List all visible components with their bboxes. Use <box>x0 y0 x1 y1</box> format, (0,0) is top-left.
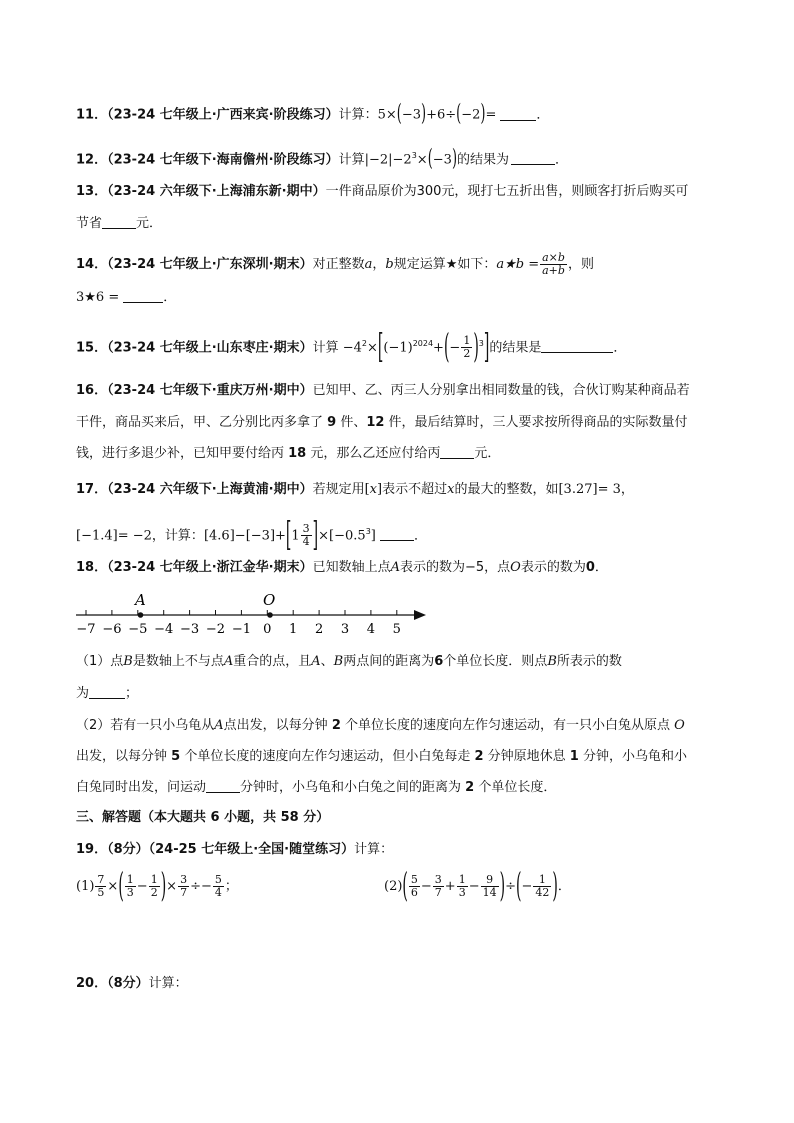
math-expr: × <box>107 879 119 894</box>
question-text: 、 <box>320 654 334 669</box>
answer-blank[interactable] <box>206 778 240 793</box>
fraction <box>95 874 106 899</box>
point-A-dot <box>138 612 144 618</box>
question-18-part2-cont <box>76 747 687 767</box>
question-text: （1）点 <box>76 654 124 669</box>
question-text: 的结果是 <box>489 340 542 356</box>
math-expr: + <box>275 528 286 544</box>
math-expr: ÷ <box>190 879 201 894</box>
denominator: a+b <box>542 264 565 277</box>
math-expr: 3.27 <box>563 482 593 497</box>
question-text: 一件商品原价为300元，现打七五折出售，则顾客打折后购买可 <box>325 184 689 199</box>
denominator: 42 <box>535 886 550 899</box>
question-15: 15．（23-24 七年级上·山东枣庄·期末）计算 $-4^2\times[(-1)^{2024}+(-$ $\frac{1}{2}$ )$^3$]的结果是 ． <box>76 328 627 368</box>
point-A-label: A <box>135 591 146 609</box>
var-b: b <box>385 257 394 272</box>
question-text: 所表示的数 <box>556 654 622 669</box>
var-O: O <box>674 718 685 733</box>
question-text: 白兔同时出发，问运动 <box>76 780 207 795</box>
point-O-label: O <box>263 591 276 609</box>
fraction <box>125 874 136 899</box>
question-source: （23-24 七年级下·重庆万州·期中） <box>107 383 313 398</box>
math-expr: +6÷ <box>426 107 457 123</box>
denominator: 7 <box>180 886 188 899</box>
punct: ， <box>372 257 386 272</box>
math-expr: 4.6 <box>209 528 230 544</box>
question-text: 计算： <box>338 107 378 123</box>
var-B: B <box>123 654 133 669</box>
number: 12 <box>366 415 385 430</box>
math-expr: a★b = <box>496 257 540 272</box>
math-expr: = 3， <box>597 482 634 497</box>
math-expr: = −2，计算： <box>117 528 204 544</box>
number: 2 <box>474 749 484 764</box>
math-expr: |−2|−2 <box>364 152 412 168</box>
punct: ． <box>163 290 177 305</box>
section-heading <box>76 808 329 828</box>
number: 2 <box>331 718 341 733</box>
tick-label: −5 <box>128 622 148 637</box>
question-text: 元． <box>136 216 163 231</box>
tick-label: 5 <box>392 622 401 637</box>
number: 5 <box>171 749 181 764</box>
question-text: 重合的点，且 <box>233 654 312 669</box>
punct: ． <box>555 152 569 168</box>
punct: ． <box>414 528 428 544</box>
question-source: （23-24 七年级上·浙江金华·期末） <box>107 560 313 575</box>
question-number: 12． <box>76 152 108 168</box>
question-18 <box>76 558 608 578</box>
question-13-cont <box>76 214 162 234</box>
question-text: 元，那么乙还应付给丙 <box>306 446 441 461</box>
question-text: 件、 <box>336 415 367 430</box>
question-text: 表示的数为 <box>520 560 586 575</box>
question-text: 元． <box>474 446 501 461</box>
math-expr: × <box>367 340 378 356</box>
question-text: 表示的数为−5，点 <box>399 560 511 575</box>
fraction <box>457 874 468 899</box>
numerator: 5 <box>214 873 222 886</box>
question-18-part2-cont2 <box>76 778 556 798</box>
math-expr: 5× <box>377 107 397 123</box>
numerator: 3 <box>180 873 188 886</box>
question-17: 17．（23-24 六年级下·上海黄浦·期中）若规定用[x]表示不超过x的最大的整数，如[3.27]= 3， <box>76 482 634 497</box>
number: 0 <box>585 560 595 575</box>
question-text: 计算 <box>312 340 339 356</box>
numerator: 3 <box>302 522 310 536</box>
number: 18 <box>288 446 307 461</box>
question-16-cont <box>76 413 688 433</box>
punct: ． <box>594 560 608 575</box>
question-17-cont: [−1.4]= −2，计算：[4.6]−[−3]+[1 $\frac{3}{4}$ ]$\times[-0.5^3]$ ． <box>76 516 428 556</box>
math-expr: × <box>166 879 178 894</box>
question-text: （2）若有一只小乌龟从 <box>76 718 215 733</box>
question-16 <box>76 381 690 401</box>
punct: ； <box>224 879 238 894</box>
question-text: 为 <box>76 686 90 701</box>
number-line-ticks <box>76 610 401 637</box>
numerator: a×b <box>542 251 565 264</box>
question-source: （23-24 七年级上·山东枣庄·期末） <box>107 340 313 356</box>
question-score: （8分） <box>107 842 149 857</box>
var-A: A <box>214 718 224 733</box>
numerator: 3 <box>434 873 442 886</box>
tick-label: 4 <box>366 622 376 637</box>
question-12: 12．（23-24 七年级下·海南儋州·阶段练习）计算$|-2|-2^3\times(-3)$的结果为 ． <box>76 145 569 173</box>
part-label: (1) <box>76 879 95 894</box>
mixed-int: 1 <box>291 528 300 544</box>
math-expr: − <box>468 879 480 894</box>
numerator: 1 <box>150 873 158 886</box>
denominator: 4 <box>214 886 222 899</box>
question-text: 两点间的距离为 <box>343 654 435 669</box>
math-expr: × <box>416 152 428 168</box>
question-source: （23-24 六年级下·上海浦东新·期中） <box>107 184 326 199</box>
question-text: 个单位长度． <box>474 780 557 795</box>
number: 1 <box>569 749 579 764</box>
question-number: 14． <box>76 257 108 272</box>
question-text: 规定运算★如下： <box>393 257 497 272</box>
numerator: 7 <box>97 873 105 886</box>
question-19 <box>76 840 393 860</box>
var-x: x <box>447 482 455 497</box>
numerator: 1 <box>538 873 546 886</box>
question-text: 若规定用 <box>312 482 365 497</box>
math-expr: + <box>433 340 444 356</box>
var-x: x <box>369 482 378 497</box>
arrow-icon <box>414 610 426 620</box>
tick-label: −2 <box>205 622 226 637</box>
math-expr: −3 <box>401 107 422 123</box>
math-expr: −2 <box>461 107 481 123</box>
math-expr: − <box>234 528 246 544</box>
fraction <box>540 252 567 277</box>
answer-blank[interactable] <box>380 526 414 541</box>
question-text: 出发，以每分钟 <box>76 749 172 764</box>
denominator: 3 <box>458 886 466 899</box>
number: 9 <box>327 415 337 430</box>
exponent: 2024 <box>412 339 434 348</box>
number: 2 <box>465 780 475 795</box>
math-expr: − <box>420 879 432 894</box>
question-20 <box>76 974 188 994</box>
punct: ． <box>613 340 627 356</box>
number-line <box>70 588 440 638</box>
question-text: 件，最后结算时，三人要求按所得商品的实际数量付 <box>384 415 688 430</box>
question-14-cont <box>76 288 176 308</box>
part-label: (2) <box>384 879 403 894</box>
math-expr: −3 <box>250 528 270 544</box>
question-18-part2 <box>76 716 685 736</box>
question-text: 对正整数 <box>312 257 365 272</box>
section-note: （本大题共 6 小题，共 58 分） <box>141 810 330 825</box>
denominator: 2 <box>463 347 471 361</box>
var-B: B <box>547 654 557 669</box>
fraction <box>461 335 472 360</box>
question-text: 计算： <box>354 842 394 857</box>
denominator: 14 <box>482 886 497 899</box>
numerator: 9 <box>486 873 494 886</box>
tick-label: 3 <box>340 622 350 637</box>
var-a: a <box>364 257 373 272</box>
question-text: 分钟时，小乌龟和小白兔之间的距离为 <box>240 780 466 795</box>
math-expr: 3★6 = <box>76 290 120 305</box>
point-O-dot <box>267 612 273 618</box>
question-text: ，则 <box>567 257 594 272</box>
math-expr: −1.4 <box>81 528 113 544</box>
fraction <box>409 874 420 899</box>
fraction <box>481 874 499 899</box>
question-text: 的最大的整数，如 <box>454 482 559 497</box>
exponent: 3 <box>478 339 484 348</box>
answer-blank[interactable] <box>123 288 163 303</box>
question-number: 17． <box>76 482 108 497</box>
exponent: 3 <box>365 527 371 536</box>
question-text: 钱，进行多退少补，已知甲要付给丙 <box>76 446 289 461</box>
math-expr: = <box>485 107 497 123</box>
question-text: 已知甲、乙、丙三人分别拿出相同数量的钱，合伙订购某种商品若 <box>312 383 690 398</box>
fraction <box>301 523 312 548</box>
math-expr: − <box>200 879 212 894</box>
exponent: 2 <box>361 339 367 348</box>
var-A: A <box>223 654 234 669</box>
tick-label: −3 <box>180 622 200 637</box>
question-source: （23-24 六年级下·上海黄浦·期中） <box>107 482 313 497</box>
fraction <box>533 874 551 899</box>
question-text: 节省 <box>76 216 103 231</box>
denominator: 6 <box>410 886 418 899</box>
question-18-part1 <box>76 652 622 672</box>
answer-blank[interactable] <box>102 214 136 229</box>
math-expr: −3 <box>432 152 452 168</box>
math-expr: + <box>444 879 456 894</box>
question-source: （23-24 七年级上·广西来宾·阶段练习） <box>107 107 339 123</box>
question-text: 点出发，以每分钟 <box>223 718 332 733</box>
question-number: 11． <box>76 107 108 123</box>
question-text: 计算： <box>148 976 188 991</box>
math-expr: −0.5 <box>334 528 366 544</box>
math-expr: × <box>318 528 330 544</box>
numerator: 1 <box>458 873 466 886</box>
question-text: 是数轴上不与点 <box>132 654 224 669</box>
var-B: B <box>333 654 344 669</box>
question-11: 11．（23-24 七年级上·广西来宾·阶段练习）计算：5×(−3)+6÷(−2)= ． <box>76 100 550 128</box>
denominator: 4 <box>302 535 310 549</box>
tick-label: 1 <box>289 622 298 637</box>
tick-label: −6 <box>102 622 122 637</box>
question-text: 干件，商品买来后，甲、乙分别比丙多拿了 <box>76 415 328 430</box>
math-expr: − <box>449 340 461 356</box>
var-A: A <box>390 560 400 575</box>
question-text: 分钟，小乌龟和小 <box>578 749 687 764</box>
fraction <box>178 874 189 899</box>
question-number: 20． <box>76 976 108 991</box>
fraction <box>213 874 224 899</box>
question-text: 个单位长度的速度向左作匀速运动，有一只小白兔从原点 <box>340 718 670 733</box>
question-score: （8分） <box>107 976 149 991</box>
math-expr: (−1) <box>383 340 413 356</box>
question-number: 13． <box>76 184 108 199</box>
exponent: 3 <box>411 151 417 160</box>
tick-label: −7 <box>76 622 96 637</box>
answer-blank[interactable] <box>440 444 474 459</box>
question-13 <box>76 182 688 202</box>
numerator: 1 <box>126 873 134 886</box>
math-expr: −4 <box>342 340 362 356</box>
question-text: 分钟原地休息 <box>483 749 570 764</box>
answer-blank[interactable] <box>500 106 536 121</box>
question-source: （24-25 七年级上·全国·随堂练习） <box>148 842 355 857</box>
var-O: O <box>510 560 521 575</box>
denominator: 3 <box>126 886 134 899</box>
tick-label: 2 <box>314 622 324 637</box>
question-18-part1-cont <box>76 684 138 704</box>
numerator: 5 <box>410 873 418 886</box>
tick-label: −4 <box>154 622 174 637</box>
number: 6 <box>434 654 444 669</box>
math-expr: − <box>521 879 533 894</box>
var-A: A <box>311 654 321 669</box>
question-text: 已知数轴上点 <box>312 560 391 575</box>
question-14 <box>76 252 594 277</box>
punct: ． <box>536 107 550 123</box>
question-19-part2: (2)( $\frac{5}{6}$ − $\frac{3}{7}$ + $\frac{1}{3}$ − $\frac{9}{14}$ )÷(− $\frac{1}{42}$ )． <box>384 867 571 906</box>
question-19-part1: (1) $\frac{7}{5}$ ×( $\frac{1}{3}$ − $\frac{1}{2}$ )× $\frac{3}{7}$ ÷− $\frac{5}{4}$ ； <box>76 867 238 906</box>
fraction <box>433 874 444 899</box>
question-text: 个单位长度．则点 <box>443 654 548 669</box>
answer-blank[interactable] <box>511 150 555 165</box>
denominator: 2 <box>150 886 158 899</box>
answer-blank[interactable] <box>541 338 613 353</box>
question-number: 16． <box>76 383 108 398</box>
punct: ． <box>557 879 571 894</box>
denominator: 5 <box>97 886 105 899</box>
question-number: 15． <box>76 340 108 356</box>
question-text: 计算 <box>338 152 365 168</box>
math-expr: − <box>136 879 148 894</box>
question-text: 个单位长度的速度向左作匀速运动，但小白兔每走 <box>180 749 475 764</box>
tick-label: 0 <box>263 622 272 637</box>
question-source: （23-24 七年级下·海南儋州·阶段练习） <box>107 152 339 168</box>
question-number: 19． <box>76 842 108 857</box>
answer-blank[interactable] <box>89 684 125 699</box>
question-source: （23-24 七年级上·广东深圳·期末） <box>107 257 313 272</box>
denominator: 7 <box>434 886 442 899</box>
numerator: 1 <box>463 334 471 348</box>
math-expr: ÷ <box>505 879 516 894</box>
question-number: 18． <box>76 560 108 575</box>
tick-label: −1 <box>231 622 251 637</box>
question-text: 表示不超过 <box>382 482 448 497</box>
question-16-cont2 <box>76 444 500 464</box>
punct: ； <box>125 686 139 701</box>
question-text: 的结果为 <box>457 152 510 168</box>
section-title: 三、解答题 <box>76 810 142 825</box>
fraction <box>149 874 160 899</box>
